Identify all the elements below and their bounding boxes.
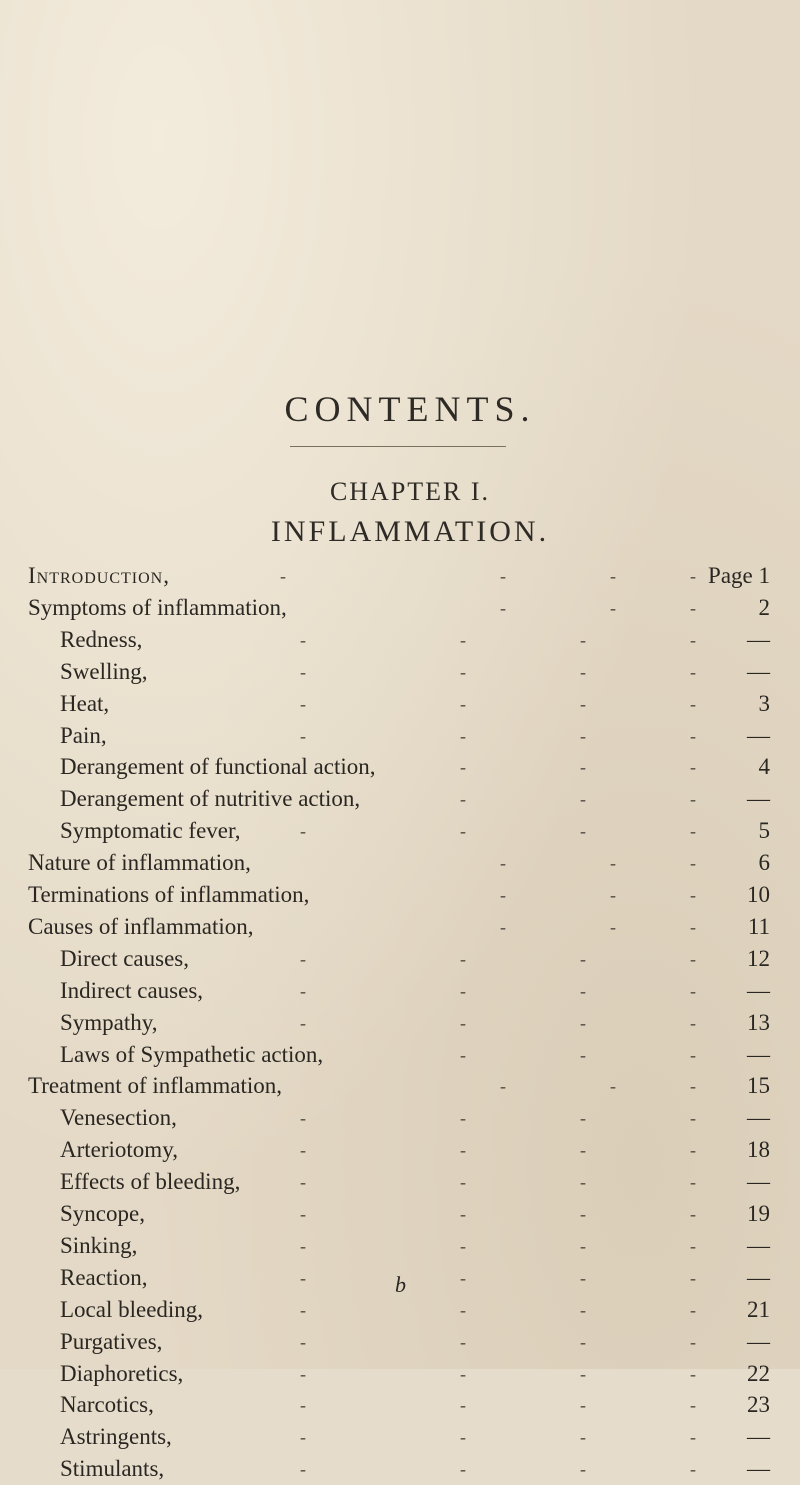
leader-dash: - [300, 1267, 306, 1288]
entry-label: Laws of Sympathetic action, [60, 1041, 324, 1067]
leader-dash: - [580, 661, 586, 682]
leader-dash: - [300, 1395, 306, 1416]
leader-dash: - [690, 1459, 696, 1480]
leader-dash: - [690, 1363, 696, 1384]
leader-dash: - [580, 1012, 586, 1033]
leader-dash: - [300, 980, 306, 1001]
entry-page-number: — [747, 658, 770, 684]
contents-entry [0, 720, 800, 752]
contents-entry [0, 624, 800, 656]
contents-entry [0, 1358, 800, 1390]
leader-dash: - [690, 1395, 696, 1416]
contents-entry [0, 1102, 800, 1134]
entry-page-number: 13 [747, 1009, 770, 1035]
entry-label: Swelling, [60, 658, 148, 684]
leader-dash: - [690, 757, 696, 778]
leader-dash: - [580, 1267, 586, 1288]
leader-dash: - [580, 725, 586, 746]
entry-label: Astringents, [60, 1424, 172, 1450]
contents-entry [0, 1134, 800, 1166]
contents-entry [0, 975, 800, 1007]
leader-dash: - [500, 885, 506, 905]
leader-dash: - [460, 1012, 466, 1033]
entry-label: Sympathy, [60, 1009, 158, 1035]
leader-dash: - [460, 1108, 466, 1129]
leader-dash: - [460, 821, 466, 842]
leader-dash: - [460, 757, 466, 778]
leader-dash: - [300, 1235, 306, 1256]
entry-label: Causes of inflammation, [28, 913, 254, 939]
leader-dash: - [580, 789, 586, 810]
contents-entry [0, 1039, 800, 1071]
entry-page-number: — [747, 722, 770, 748]
entry-page-number: 4 [758, 754, 770, 780]
leader-dash: - [460, 1235, 466, 1256]
entry-page-number: 10 [747, 882, 770, 907]
entry-page-number: 19 [747, 1201, 770, 1226]
leader-dash: - [300, 629, 306, 650]
leader-dash: - [690, 821, 696, 842]
leader-dash: - [580, 1172, 586, 1193]
entry-page-number: — [747, 1264, 770, 1290]
entry-label: Reaction, [60, 1264, 148, 1290]
entry-page-number: — [747, 1041, 770, 1067]
contents-entry [0, 592, 800, 624]
leader-dash: - [300, 661, 306, 682]
leader-dash: - [460, 1363, 466, 1384]
leader-dash: - [690, 885, 696, 905]
entry-label: Redness, [60, 626, 143, 652]
entry-label: Symptoms of inflammation, [28, 594, 287, 620]
entry-page-number: 6 [758, 850, 770, 876]
entry-label: Terminations of inflammation, [28, 882, 310, 907]
contents-entry [0, 783, 800, 815]
leader-dash: - [460, 1427, 466, 1448]
leader-dash: - [580, 1331, 586, 1352]
entry-page-number: 2 [758, 594, 770, 620]
contents-entry [0, 1198, 800, 1230]
leader-dash: - [460, 1299, 466, 1320]
leader-dash: - [460, 948, 466, 969]
signature-mark: b [395, 1272, 406, 1297]
entry-page-number: — [747, 786, 770, 812]
leader-dash: - [300, 1299, 306, 1320]
leader-dash: - [690, 948, 696, 969]
leader-dash: - [460, 1172, 466, 1193]
entry-label: Treatment of inflammation, [28, 1073, 283, 1099]
contents-entry [0, 1070, 800, 1102]
leader-dash: - [580, 1427, 586, 1448]
leader-dash: - [610, 1076, 616, 1097]
contents-entry [0, 815, 800, 847]
leader-dash: - [690, 1140, 696, 1161]
leader-dash: - [610, 916, 616, 937]
contents-entry [0, 688, 800, 720]
entry-label: Introduction, [28, 563, 170, 588]
leader-dash: - [300, 693, 306, 714]
leader-dash: - [500, 566, 506, 586]
leader-dash: - [460, 1204, 466, 1224]
leader-dash: - [460, 725, 466, 746]
leader-dash: - [460, 629, 466, 650]
leader-dash: - [690, 1204, 696, 1224]
leader-dash: - [460, 1267, 466, 1288]
entry-label: Direct causes, [60, 945, 189, 971]
leader-dash: - [610, 885, 616, 905]
entry-label: Symptomatic fever, [60, 818, 241, 844]
chapter-heading: CHAPTER I. [329, 477, 491, 506]
entry-page-number: — [747, 1169, 770, 1195]
leader-dash: - [460, 789, 466, 810]
leader-dash: - [300, 1140, 306, 1161]
entry-page-number: — [747, 626, 770, 652]
leader-dash: - [460, 1140, 466, 1161]
entry-label: Derangement of nutritive action, [60, 786, 361, 812]
leader-dash: - [500, 916, 506, 937]
leader-dash: - [690, 1427, 696, 1448]
leader-dash: - [460, 1044, 466, 1065]
leader-dash: - [300, 1204, 306, 1224]
entry-label: Stimulants, [60, 1456, 165, 1482]
contents-entry [0, 1230, 800, 1262]
leader-dash: - [690, 980, 696, 1001]
entry-page-number: 11 [747, 913, 770, 939]
leader-dash: - [580, 1204, 586, 1224]
leader-dash: - [580, 948, 586, 969]
entry-label: Sinking, [60, 1232, 138, 1258]
leader-dash: - [580, 1140, 586, 1161]
entry-page-number: 3 [758, 690, 770, 716]
leader-dash: - [580, 1363, 586, 1384]
contents-entry [0, 1326, 800, 1358]
leader-dash: - [460, 661, 466, 682]
contents-entry [0, 1453, 800, 1485]
leader-dash: - [460, 1395, 466, 1416]
contents-entry [0, 751, 800, 783]
leader-dash: - [300, 948, 306, 969]
entry-label: Syncope, [60, 1201, 145, 1226]
leader-dash: - [690, 853, 696, 874]
leader-dash: - [690, 661, 696, 682]
leader-dash: - [610, 597, 616, 618]
entry-page-number: — [747, 1456, 770, 1482]
entry-page-number: 23 [747, 1392, 770, 1418]
entry-label: Derangement of functional action, [60, 754, 376, 780]
leader-dash: - [580, 1395, 586, 1416]
leader-dash: - [580, 1459, 586, 1480]
entry-page-number: 5 [758, 818, 770, 844]
leader-dash: - [690, 916, 696, 937]
contents-entry [0, 943, 800, 975]
leader-dash: - [690, 1012, 696, 1033]
entry-label: Heat, [60, 690, 110, 716]
leader-dash: - [580, 821, 586, 842]
leader-dash: - [300, 1331, 306, 1352]
title-rule [290, 446, 506, 447]
contents-title: CONTENTS. [284, 389, 536, 429]
leader-dash: - [610, 853, 616, 874]
leader-dash: - [690, 1108, 696, 1129]
leader-dash: - [690, 725, 696, 746]
leader-dash: - [690, 566, 696, 586]
entry-page-number: Page 1 [708, 563, 770, 588]
leader-dash: - [690, 1076, 696, 1097]
contents-entry [0, 1294, 800, 1326]
leader-dash: - [690, 693, 696, 714]
leader-dash: - [690, 1044, 696, 1065]
contents-entry [0, 1166, 800, 1198]
entry-label: Local bleeding, [60, 1296, 204, 1322]
leader-dash: - [300, 1427, 306, 1448]
chapter-subject: INFLAMMATION. [270, 515, 550, 548]
contents-entry [0, 1421, 800, 1453]
leader-dash: - [580, 693, 586, 714]
leader-dash: - [460, 1459, 466, 1480]
leader-dash: - [690, 597, 696, 618]
entry-label: Venesection, [60, 1105, 177, 1131]
leader-dash: - [580, 757, 586, 778]
leader-dash: - [300, 1012, 306, 1033]
leader-dash: - [300, 821, 306, 842]
entry-page-number: — [747, 1232, 770, 1258]
entry-label: Purgatives, [60, 1328, 163, 1354]
entry-page-number: 12 [747, 945, 770, 971]
leader-dash: - [300, 1108, 306, 1129]
entry-label: Diaphoretics, [60, 1360, 184, 1386]
leader-dash: - [690, 1235, 696, 1256]
entry-page-number: — [747, 1424, 770, 1450]
leader-dash: - [580, 629, 586, 650]
leader-dash: - [460, 693, 466, 714]
leader-dash: - [690, 629, 696, 650]
leader-dash: - [580, 1044, 586, 1065]
contents-entry [0, 1389, 800, 1421]
entry-page-number: — [747, 1328, 770, 1354]
leader-dash: - [690, 1267, 696, 1288]
entry-page-number: 21 [747, 1296, 770, 1322]
entry-page-number: 18 [747, 1137, 770, 1163]
entry-page-number: — [747, 977, 770, 1003]
leader-dash: - [690, 789, 696, 810]
contents-entry [0, 560, 800, 592]
contents-entry [0, 879, 800, 911]
leader-dash: - [580, 1235, 586, 1256]
leader-dash: - [500, 1076, 506, 1097]
leader-dash: - [690, 1172, 696, 1193]
leader-dash: - [580, 1299, 586, 1320]
leader-dash: - [300, 1459, 306, 1480]
entry-label: Arteriotomy, [60, 1137, 178, 1163]
leader-dash: - [580, 1108, 586, 1129]
leader-dash: - [500, 853, 506, 874]
entry-page-number: 15 [747, 1073, 770, 1099]
entry-page-number: 22 [747, 1360, 770, 1386]
entry-label: Narcotics, [60, 1392, 154, 1418]
leader-dash: - [580, 980, 586, 1001]
leader-dash: - [690, 1331, 696, 1352]
leader-dash: - [460, 1331, 466, 1352]
leader-dash: - [460, 980, 466, 1001]
entry-label: Effects of bleeding, [60, 1169, 241, 1195]
leader-dash: - [280, 566, 286, 586]
contents-entry [0, 847, 800, 879]
leader-dash: - [610, 566, 616, 586]
entry-label: Nature of inflammation, [28, 850, 251, 876]
leader-dash: - [300, 1363, 306, 1384]
entry-page-number: — [747, 1105, 770, 1131]
contents-entry [0, 1007, 800, 1039]
contents-entry [0, 656, 800, 688]
leader-dash: - [300, 1172, 306, 1193]
leader-dash: - [500, 597, 506, 618]
contents-entry [0, 911, 800, 943]
entry-label: Indirect causes, [60, 977, 204, 1003]
entry-label: Pain, [60, 722, 107, 748]
leader-dash: - [300, 725, 306, 746]
leader-dash: - [690, 1299, 696, 1320]
